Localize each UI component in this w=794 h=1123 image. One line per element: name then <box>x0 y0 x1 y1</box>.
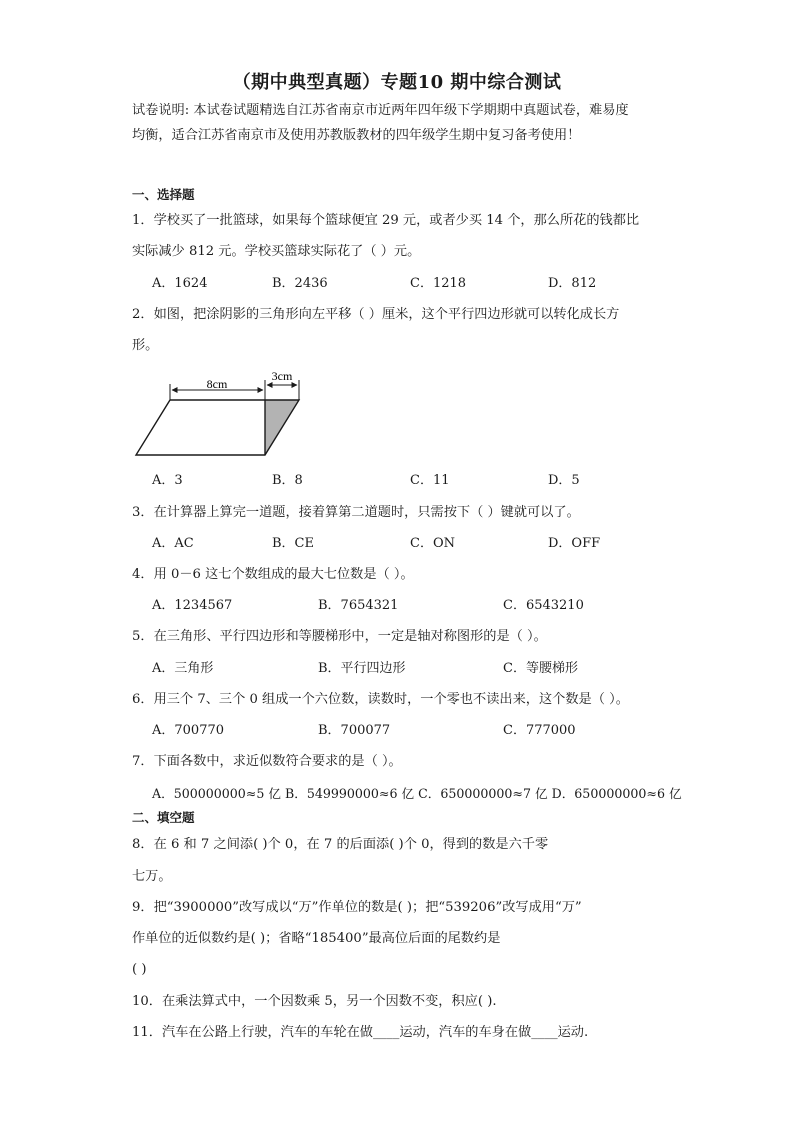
q1-option-d: D．812 <box>548 276 597 291</box>
q4-option-a: A．1234567 <box>152 598 233 613</box>
q2-line-2: 形。 <box>132 338 159 353</box>
q11-line-1: 11．汽车在公路上行驶，汽车的车轮在做____运动，汽车的车身在做____运动. <box>132 1025 589 1040</box>
q3-option-b: B．CE <box>272 536 314 551</box>
q9-line-1: 9．把“3900000”改写成以“万”作单位的数是( )；把“539206”改写成用“万” <box>132 900 582 915</box>
label-8cm: 8cm <box>206 377 228 391</box>
q2-option-a: A．3 <box>152 473 183 488</box>
q5-option-a: A．三角形 <box>152 661 214 676</box>
q9-line-3: ( ) <box>132 962 147 977</box>
section-fill-heading: 二、填空题 <box>132 810 195 825</box>
q6-option-c: C．777000 <box>503 723 576 738</box>
section-choice-heading: 一、选择题 <box>132 187 195 202</box>
q8-line-1: 8．在 6 和 7 之间添( )个 0，在 7 的后面添( )个 0，得到的数是六千零 <box>132 837 549 852</box>
q7-options: A．500000000≈5 亿 B．549990000≈6 亿 C．650000000≈7 亿 D．650000000≈6 亿 <box>152 786 682 801</box>
label-3cm: 3cm <box>271 369 293 383</box>
q1-option-c: C．1218 <box>410 276 467 291</box>
q1-line-2: 实际减少 812 元。学校买篮球实际花了（ ）元。 <box>132 244 421 259</box>
q1-option-b: B．2436 <box>272 276 328 291</box>
q1-line-1: 1．学校买了一批篮球，如果每个篮球便宜 29 元，或者少买 14 个，那么所花的钱都比 <box>132 213 640 228</box>
q10-line-1: 10．在乘法算式中，一个因数乘 5，另一个因数不变，积应( ). <box>132 994 497 1009</box>
q2-option-b: B．8 <box>272 473 303 488</box>
q8-line-2: 七万。 <box>132 869 172 884</box>
q5-option-c: C．等腰梯形 <box>503 661 578 676</box>
q2-option-c: C．11 <box>410 473 450 488</box>
intro-line-1: 试卷说明: 本试卷试题精选自江苏省南京市近两年四年级下学期期中真题试卷，难易度 <box>132 103 629 118</box>
intro-line-2: 均衡，适合江苏省南京市及使用苏教版教材的四年级学生期中复习备考使用！ <box>132 128 581 143</box>
q5-option-b: B．平行四边形 <box>318 661 406 676</box>
q4-option-b: B．7654321 <box>318 598 399 613</box>
q5-line-1: 5．在三角形、平行四边形和等腰梯形中，一定是轴对称图形的是（ ）。 <box>132 629 547 644</box>
parallelogram-figure <box>132 368 307 460</box>
q9-line-2: 作单位的近似数约是( )；省略“185400”最高位后面的尾数约是 <box>132 931 501 946</box>
q4-line-1: 4．用 0－6 这七个数组成的最大七位数是（ ）。 <box>132 567 414 582</box>
q6-option-b: B．700077 <box>318 723 391 738</box>
q3-option-c: C．ON <box>410 536 455 551</box>
q3-option-a: A．AC <box>152 536 194 551</box>
q4-option-c: C．6543210 <box>503 598 584 613</box>
page-title: （期中典型真题）专题10 期中综合测试 <box>232 72 562 93</box>
q6-option-a: A．700770 <box>152 723 225 738</box>
q1-option-a: A．1624 <box>152 276 208 291</box>
q3-option-d: D．OFF <box>548 536 601 551</box>
q3-line-1: 3．在计算器上算完一道题，接着算第二道题时，只需按下（ ）键就可以了。 <box>132 505 580 520</box>
q6-line-1: 6．用三个 7、三个 0 组成一个六位数，读数时，一个零也不读出来，这个数是（ ）。 <box>132 692 629 707</box>
q2-line-1: 2．如图，把涂阴影的三角形向左平移（ ）厘米，这个平行四边形就可以转化成长方 <box>132 307 620 322</box>
q2-option-d: D．5 <box>548 473 580 488</box>
q7-line-1: 7．下面各数中，求近似数符合要求的是（ ）。 <box>132 754 402 769</box>
